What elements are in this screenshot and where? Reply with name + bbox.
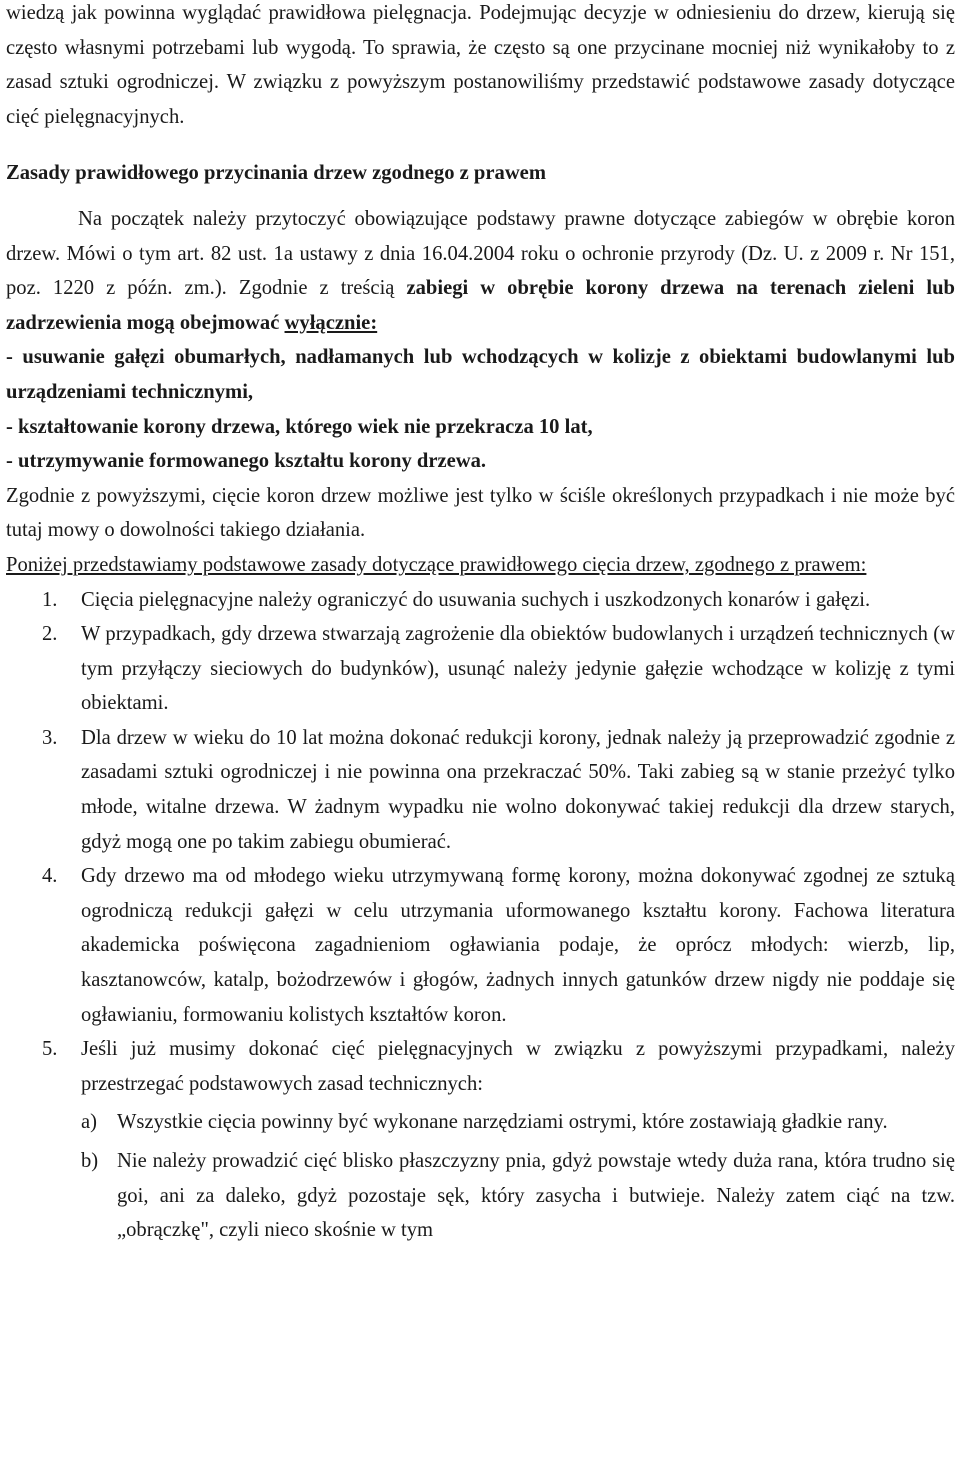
list-item <box>6 859 955 1032</box>
list-item <box>6 617 955 721</box>
list-number: 3. <box>42 726 58 749</box>
list-item <box>6 1032 955 1248</box>
legal-item-2: - kształtowanie korony drzewa, którego wiek nie przekracza 10 lat, <box>6 415 593 438</box>
list-item <box>6 583 955 618</box>
document-page <box>6 0 955 1248</box>
sub-list-item <box>81 1144 955 1248</box>
section-heading: Zasady prawidłowego przycinania drzew zgodnego z prawem <box>6 162 546 185</box>
list-number: 1. <box>42 588 58 611</box>
sub-list-letter: b) <box>81 1150 99 1172</box>
legal-basis-exclusively: wyłącznie: <box>284 311 378 334</box>
list-item-text: Cięcia pielęgnacyjne należy ograniczyć do usuwania suchych i uszkodzonych konarów i gałęzi. <box>81 588 871 611</box>
list-item-text: W przypadkach, gdy drzewa stwarzają zagrożenie dla obiektów budowlanych i urządzeń technicznych (w tym przyłączy sieciowych do budynków), usunąć należy jedynie gałęzie wchodzące w kolizję z tymi obiektami. <box>81 623 955 715</box>
legal-basis-paragraph <box>6 202 955 340</box>
sub-list-item <box>81 1105 955 1140</box>
rules-list <box>6 583 955 1248</box>
list-item-text: Gdy drzewo ma od młodego wieku utrzymywaną formę korony, można dokonywać zgodnej ze sztuką ogrodniczą redukcji gałęzi w celu utrzymania uformowanego kształtu korony. Fachowa literatura akademicka poświęcona zagadnieniom ogławiania podaje, że oprócz młodych: wierzb, lip, kasztanowców, katalp, bożodrzewów i głogów, żadnych innych gatunków drzew nigdy nie poddaje się ogławianiu, formowaniu kolistych kształtów koron. <box>81 865 955 1026</box>
sub-list-item-text: Wszystkie cięcia powinny być wykonane narzędziami ostrymi, które zostawiają gładkie rany. <box>117 1111 888 1134</box>
sub-list-item-text: Nie należy prowadzić cięć blisko płaszczyzny pnia, gdyż powstaje wtedy duża rana, która trudno się goi, ani za daleko, gdyż pozostaje sęk, który zasycha i butwieje. Należy zatem ciąć na tzw. „obrączkę", czyli nieco skośnie w tym <box>117 1150 955 1242</box>
sub-rules-list <box>81 1105 955 1247</box>
list-item <box>6 721 955 859</box>
list-item-text: Jeśli już musimy dokonać cięć pielęgnacyjnych w związku z powyższymi przypadkami, należy przestrzegać podstawowych zasad technicznych: <box>81 1038 955 1095</box>
list-number: 2. <box>42 623 58 646</box>
sub-list-letter: a) <box>81 1111 97 1134</box>
legal-basis-text: Na początek należy przytoczyć obowiązujące podstawy prawne dotyczące zabiegów w obrębie koron drzew. Mówi o tym art. 82 ust. 1a ustawy z dnia 16.04.2004 roku o ochronie przyrody (Dz. U. z 2009 r. Nr 151, poz. 1220 z późn. zm.). Zgodnie z treścią <box>6 207 955 300</box>
legal-basis-bold: zabiegi w obrębie korony drzewa na terenach zieleni lub zadrzewienia mogą obejmować <box>6 277 955 334</box>
list-item-text: Dla drzew w wieku do 10 lat można dokonać redukcji korony, jednak należy ją przeprowadzić zgodnie z zasadami sztuki ogrodniczej i nie powinna ona przekraczać 50%. Taki zabieg są w stanie przeżyć tylko młode, witalne drzewa. W żadnym wypadku nie wolno dokonywać takiej redukcji dla drzew starych, gdyż mogą one po takim zabiegu obumierać. <box>81 726 955 853</box>
legal-item-1: - usuwanie gałęzi obumarłych, nadłamanych lub wchodzących w kolizje z obiektami budowlanymi lub urządzeniami technicznymi, <box>6 346 955 403</box>
rules-intro: Poniżej przedstawiamy podstawowe zasady dotyczące prawidłowego cięcia drzew, zgodnego z prawem: <box>6 553 867 576</box>
conclusion-paragraph: Zgodnie z powyższymi, cięcie koron drzew możliwe jest tylko w ściśle określonych przypadkach i nie może być tutaj mowy o dowolności takiego działania. <box>6 484 955 542</box>
intro-paragraph: wiedzą jak powinna wyglądać prawidłowa pielęgnacja. Podejmując decyzje w odniesieniu do drzew, kierują się często własnymi potrzebami lub wygodą. To sprawia, że często są one przycinane mocniej niż wynikałoby to z zasad sztuki ogrodniczej. W związku z powyższym postanowiliśmy przedstawić podstawowe zasady dotyczące cięć pielęgnacyjnych. <box>6 2 955 128</box>
list-number: 5. <box>42 1038 58 1061</box>
list-number: 4. <box>42 865 58 888</box>
legal-item-3: - utrzymywanie formowanego kształtu korony drzewa. <box>6 450 487 473</box>
